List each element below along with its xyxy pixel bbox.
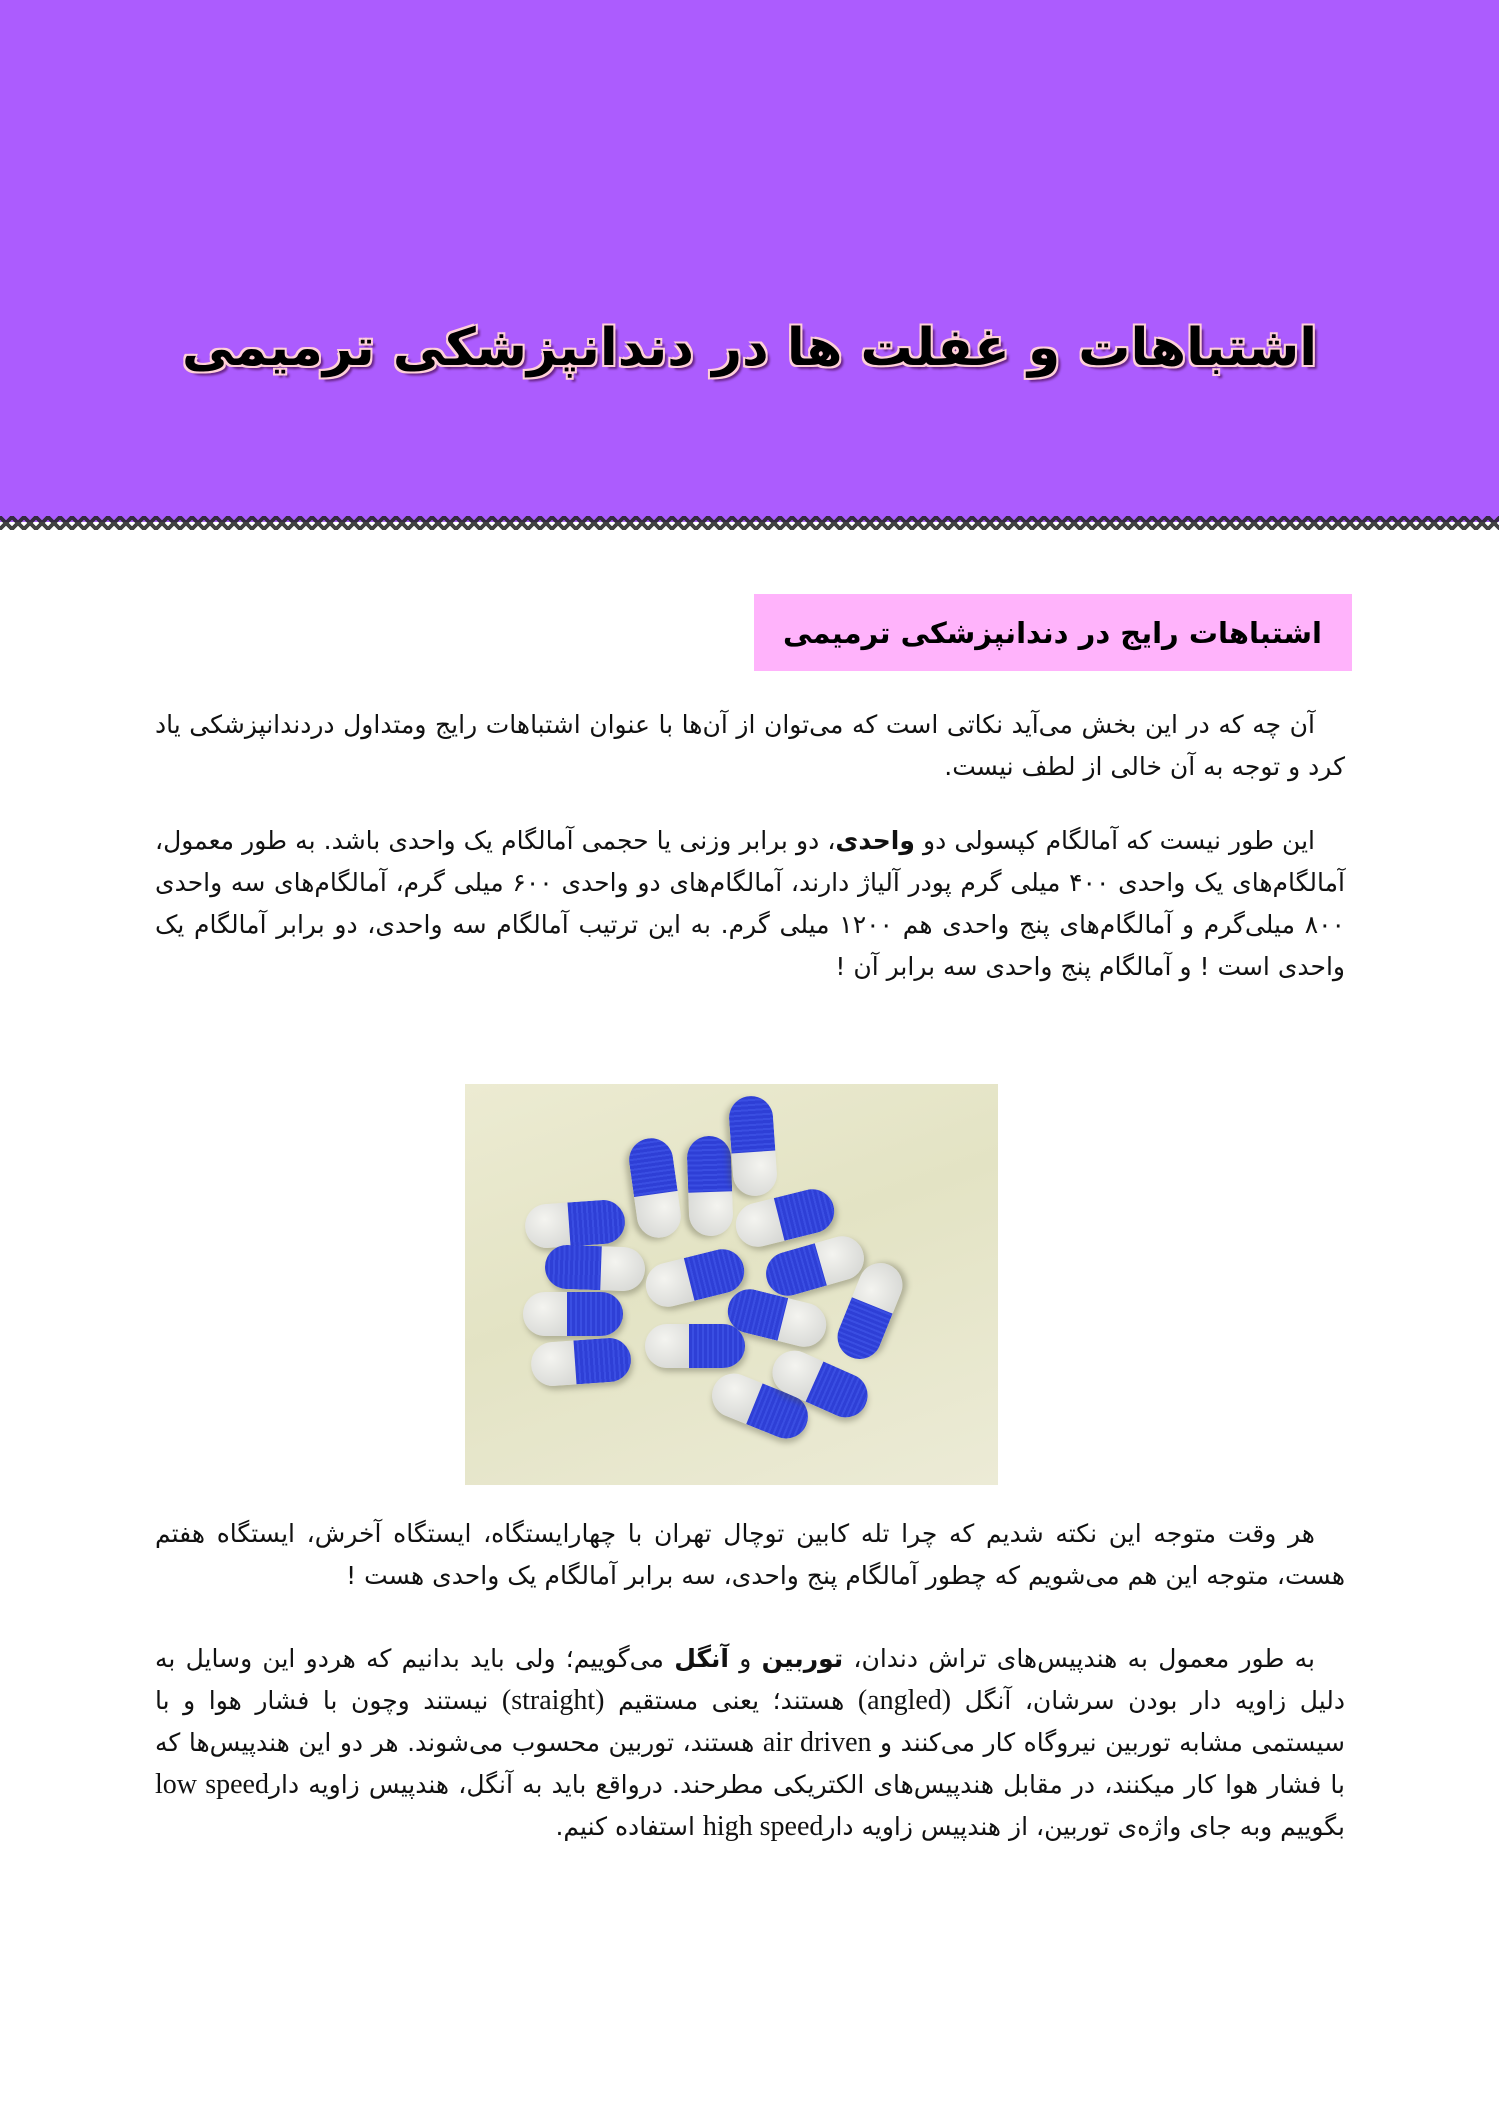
capsule <box>686 1135 733 1236</box>
latin-term: high speed <box>702 1811 824 1842</box>
section-heading-box <box>754 594 1352 671</box>
capsule <box>626 1135 683 1240</box>
amalgam-capsules-photo <box>465 1084 998 1485</box>
bold-term-angle: آنگل <box>674 1644 729 1673</box>
paragraph-text <box>155 1638 1345 1848</box>
bold-term: واحدی <box>835 826 915 855</box>
section-heading: اشتباهات رایج در دندانپزشکی ترمیمی <box>782 615 1322 650</box>
bold-term-turbine: توربین <box>761 1644 844 1673</box>
capsule <box>645 1324 745 1368</box>
latin-term: (angled) <box>857 1685 952 1716</box>
text-run: هستند؛ یعنی مستقیم <box>604 1686 858 1715</box>
paragraph-tochal-analogy <box>155 1513 1345 1597</box>
text-run: این طور نیست که آمالگام کپسولی دو <box>914 826 1315 855</box>
latin-term: air driven <box>762 1727 872 1758</box>
text-run: ، دو برابر وزنی یا حجمی آمالگام یک واحدی باشد. به طور معمول، آمالگام‌های یک واحدی ۴۰۰ میلی گرم پودر آلیاژ دارند، آمالگام‌های دو واحدی ۶۰۰ میلی گرم، آمالگام‌های سه واحدی ۸۰۰ میلی‌گرم و آمالگام‌های پنج واحدی هم ۱۲۰۰ میلی گرم. به این ترتیب آمالگام سه واحدی، دو برابر آمالگام یک واحدی است ! و آمالگام پنج واحدی سه برابر آن ! <box>155 826 1346 981</box>
capsule <box>530 1337 633 1388</box>
paragraph-text <box>155 820 1345 988</box>
capsule <box>523 1292 623 1336</box>
paragraph-text: هر وقت متوجه این نکته شدیم که چرا تله کابین توچال تهران با چهارایستگاه، ایستگاه آخرش، ایستگاه هفتم هست، متوجه این هم می‌شویم که چطور آمالگام پنج واحدی، سه برابر آمالگام یک واحدی هست ! <box>155 1519 1345 1590</box>
text-run: می‌گوییم؛ ولی باید بدانیم که هردو این وسایل به دلیل زاویه دار بودن سرشان، آنگل <box>155 1644 1345 1715</box>
header-banner <box>0 0 1499 522</box>
latin-term: (straight) <box>501 1685 605 1716</box>
text-run: استفاده کنیم. <box>555 1812 703 1841</box>
capsule <box>544 1244 645 1291</box>
text-run: هستند، توربین محسوب می‌شوند. هر دو این هندپیس‌ها که با فشار هوا کار میکنند، در مقابل هندپیس‌های الکتریکی مطرحند. درواقع باید به آنگل، هندپیس زاویه دار <box>155 1728 1345 1799</box>
paragraph-amalgam-units <box>155 820 1345 988</box>
text-run: بگوییم وبه جای واژه‌ی توربین، از هندپیس زاویه دار <box>823 1812 1345 1841</box>
text-run: به طور معمول به هندپیس‌های تراش دندان، <box>843 1644 1315 1673</box>
page-title: اشتباهات و غفلت ها در دندانپزشکی ترمیمی <box>181 318 1318 378</box>
paragraph-text: آن چه که در این بخش می‌آید نکاتی است که می‌توان از آن‌ها با عنوان اشتباهات رایج ومتداول دردندانپزشکی یاد کرد و توجه به آن خالی از لطف نیست. <box>155 710 1345 781</box>
latin-term: low speed <box>155 1769 269 1800</box>
text-run: و <box>729 1644 762 1673</box>
text-run: نیستند وچون با فشار هوا و با سیستمی مشابه توربین نیروگاه کار می‌کنند و <box>155 1686 1345 1757</box>
banner-zigzag-border <box>0 516 1499 530</box>
capsule <box>728 1095 779 1198</box>
paragraph-intro <box>155 704 1345 788</box>
paragraph-handpieces <box>155 1638 1345 1848</box>
capsule <box>524 1199 627 1250</box>
